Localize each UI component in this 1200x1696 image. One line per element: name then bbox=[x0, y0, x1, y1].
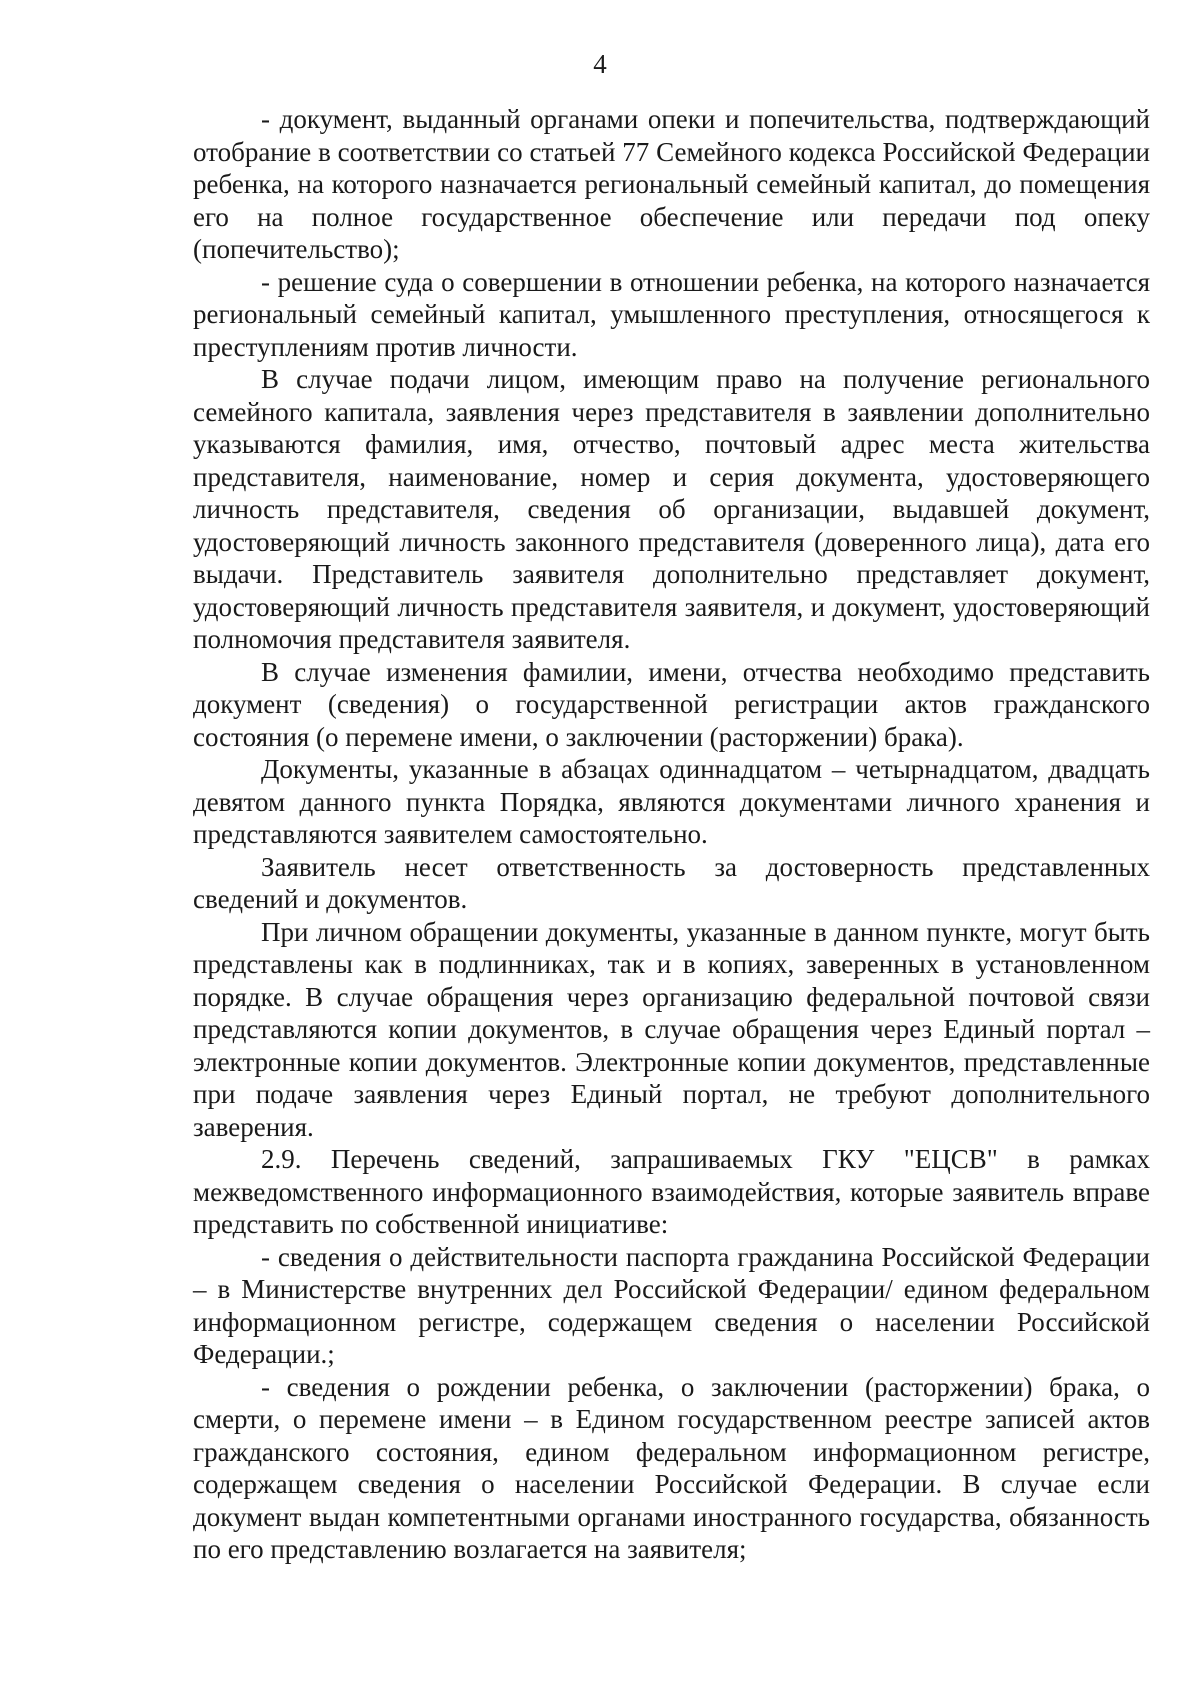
paragraph-guardianship-document: - документ, выданный органами опеки и попечительства, подтверждающий отобрание в соответствии со статьей 77 Семейного кодекса Российской Федерации ребенка, на которого назначается региональный семейный капитал, до помещения его на полное государственное обеспечение или передачи под опеку (попечительство); bbox=[193, 104, 1150, 264]
paragraph-personal-documents: Документы, указанные в абзацах одиннадцатом – четырнадцатом, двадцать девятом данного пункта Порядка, являются документами личного хранения и представляются заявителем самостоятельно. bbox=[193, 754, 1150, 849]
document-body bbox=[193, 103, 1150, 1566]
paragraph-submission-methods: При личном обращении документы, указанные в данном пункте, могут быть представлены как в подлинниках, так и в копиях, заверенных в установленном порядке. В случае обращения через организацию федеральной почтовой связи представляются копии документов, в случае обращения через Единый портал – электронные копии документов. Электронные копии документов, представленные при подаче заявления через Единый портал, не требуют дополнительного заверения. bbox=[193, 916, 1150, 1142]
paragraph-responsibility: Заявитель несет ответственность за достоверность представленных сведений и документов. bbox=[193, 851, 1150, 914]
paragraph-representative: В случае подачи лицом, имеющим право на получение регионального семейного капитала, заявления через представителя в заявлении дополнительно указываются фамилия, имя, отчество, почтовый адрес места жительства представителя, наименование, номер и серия документа, удостоверяющего личность представителя, сведения об организации, выдавшей документ, удостоверяющий личность законного представителя (доверенного лица), дата его выдачи. Представитель заявителя дополнительно представляет документ, удостоверяющий личность представителя заявителя, и документ, удостоверяющий полномочия представителя заявителя. bbox=[193, 364, 1150, 654]
paragraph-passport-info: - сведения о действительности паспорта гражданина Российской Федерации – в Министерстве внутренних дел Российской Федерации/ едином федеральном информационном регистре, содержащем сведения о населении Российской Федерации.; bbox=[193, 1241, 1150, 1369]
paragraph-civil-status-info: - сведения о рождении ребенка, о заключении (расторжении) брака, о смерти, о перемене имени – в Едином государственном реестре записей актов гражданского состояния, едином федеральном информационном регистре, содержащем сведения о населении Российской Федерации. В случае если документ выдан компетентными органами иностранного государства, обязанность по его представлению возлагается на заявителя; bbox=[193, 1371, 1150, 1564]
paragraph-court-decision: - решение суда о совершении в отношении ребенка, на которого назначается региональный семейный капитал, умышленного преступления, относящегося к преступлениям против личности. bbox=[193, 266, 1150, 362]
paragraph-name-change: В случае изменения фамилии, имени, отчества необходимо представить документ (сведения) о государственной регистрации актов гражданского состояния (о перемене имени, о заключении (расторжении) брака). bbox=[193, 656, 1150, 752]
paragraph-section-2-9: 2.9. Перечень сведений, запрашиваемых ГКУ "ЕЦСВ" в рамках межведомственного информационного взаимодействия, которые заявитель вправе представить по собственной инициативе: bbox=[193, 1144, 1150, 1239]
page-number: 4 bbox=[593, 49, 607, 79]
